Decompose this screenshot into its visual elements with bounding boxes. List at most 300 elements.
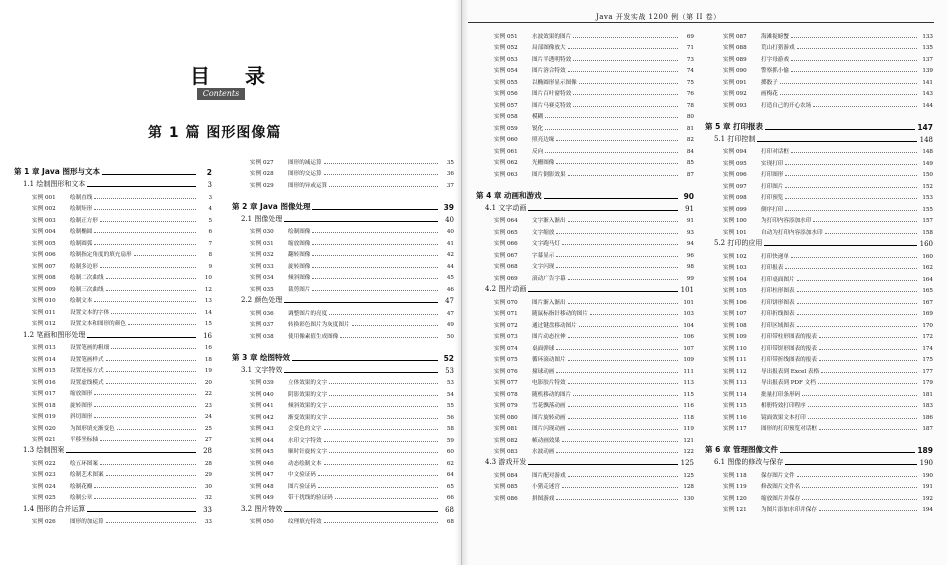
toc-entry-title: 桌面弹球	[532, 345, 555, 352]
leader-dots	[329, 395, 438, 396]
toc-item[interactable]	[705, 306, 933, 318]
toc-item[interactable]	[476, 270, 694, 282]
page-number: 49	[446, 322, 454, 329]
leader-dots	[106, 522, 196, 523]
leader-dots	[797, 48, 917, 49]
leader-dots	[562, 487, 678, 488]
toc-item[interactable]	[705, 467, 933, 479]
toc-item[interactable]	[476, 329, 694, 341]
page-number: 84	[686, 148, 694, 155]
toc-item[interactable]	[476, 224, 694, 236]
toc-chapter[interactable]	[705, 440, 933, 455]
toc-item[interactable]	[14, 420, 212, 432]
leader-dots	[791, 257, 917, 258]
toc-entry-title: 图片验证码	[288, 483, 316, 490]
toc-section[interactable]	[232, 212, 454, 224]
toc-item[interactable]	[476, 97, 694, 109]
leader-dots	[106, 360, 196, 361]
right-page	[462, 0, 947, 565]
page-number: 167	[922, 299, 933, 306]
toc-item[interactable]	[476, 74, 694, 86]
page-number: 5	[208, 217, 212, 224]
toc-entry-title: 字幕显示	[532, 252, 555, 259]
toc-entry-title: 打造自己的开心农场	[761, 102, 812, 109]
toc-entry-title: 图形的减运算	[288, 159, 322, 166]
page-number: 91	[686, 218, 694, 225]
page-number: 101	[683, 299, 694, 306]
example-number: 实例 076	[494, 368, 518, 375]
toc-item[interactable]	[476, 386, 694, 398]
toc-section[interactable]	[14, 177, 212, 189]
page-number: 85	[686, 160, 694, 166]
page-number: 101	[680, 286, 694, 295]
toc-item[interactable]	[476, 109, 694, 121]
leader-dots	[335, 498, 438, 499]
toc-item[interactable]	[476, 40, 694, 52]
leader-dots	[562, 244, 678, 245]
toc-chapter[interactable]	[705, 117, 933, 132]
toc-item[interactable]	[232, 386, 454, 398]
toc-item[interactable]	[232, 247, 454, 259]
toc-item[interactable]	[476, 120, 694, 132]
toc-column-left-2	[232, 154, 454, 525]
toc-item[interactable]	[476, 86, 694, 98]
leader-dots	[785, 164, 917, 165]
example-number: 实例 077	[494, 380, 518, 387]
example-number: 实例 002	[32, 206, 56, 213]
leader-dots	[808, 418, 917, 419]
toc-item[interactable]	[14, 409, 212, 421]
leader-dots	[556, 233, 678, 234]
toc-section[interactable]	[14, 501, 212, 513]
leader-dots	[329, 383, 438, 384]
page-number: 170	[922, 322, 933, 329]
toc-entry-title: 锐化	[532, 125, 544, 132]
toc-item[interactable]	[232, 270, 454, 282]
toc-item[interactable]	[14, 467, 212, 479]
gutter-shadow	[455, 0, 469, 565]
example-number: 实例 084	[494, 472, 518, 479]
page-number: 37	[446, 182, 454, 189]
leader-dots	[573, 60, 678, 61]
toc-item[interactable]	[232, 305, 454, 317]
leader-dots	[797, 303, 917, 304]
toc-item[interactable]	[705, 190, 933, 202]
toc-entry-title: 打印带折线图表的报表	[761, 357, 817, 364]
toc-item[interactable]	[705, 352, 933, 364]
toc-item[interactable]	[14, 514, 212, 526]
toc-entry-title: 打印柱形图表	[761, 288, 795, 295]
example-number: 实例 118	[723, 472, 747, 479]
toc-item[interactable]	[14, 189, 212, 201]
toc-item[interactable]	[476, 259, 694, 271]
toc-item[interactable]	[705, 490, 933, 502]
leader-dots	[791, 37, 917, 38]
toc-item[interactable]	[14, 386, 212, 398]
toc-item[interactable]	[705, 144, 933, 156]
toc-column-right-1	[476, 28, 694, 502]
page-number: 16	[204, 345, 212, 352]
example-number: 实例 052	[494, 45, 518, 51]
example-number: 实例 059	[494, 125, 518, 132]
toc-entry-title: 旋转图形	[70, 402, 93, 409]
toc-item[interactable]	[14, 374, 212, 386]
toc-item[interactable]	[14, 432, 212, 444]
toc-entry-title: 6.1 图像的修改与保存	[714, 458, 784, 467]
leader-dots	[579, 83, 678, 84]
toc-item[interactable]	[232, 235, 454, 247]
leader-dots	[556, 372, 678, 373]
toc-item[interactable]	[705, 375, 933, 387]
toc-item[interactable]	[705, 178, 933, 190]
page-number: 194	[922, 507, 933, 514]
leader-dots	[312, 267, 438, 268]
toc-item[interactable]	[476, 432, 694, 444]
leader-dots	[111, 313, 196, 314]
example-number: 实例 099	[723, 206, 747, 213]
page-number: 128	[683, 484, 694, 491]
example-number: 实例 041	[250, 403, 274, 410]
leader-dots	[528, 291, 678, 292]
leader-dots	[94, 417, 196, 418]
toc-section[interactable]	[476, 201, 694, 213]
toc-item[interactable]	[476, 132, 694, 144]
leader-dots	[128, 324, 196, 325]
toc-item[interactable]	[476, 236, 694, 248]
toc-item[interactable]	[476, 28, 694, 40]
toc-item[interactable]	[14, 258, 212, 270]
leader-dots	[568, 383, 678, 384]
toc-item[interactable]	[705, 502, 933, 514]
page-number: 137	[922, 56, 933, 63]
toc-item[interactable]	[476, 352, 694, 364]
toc-entry-title: 缩放图像	[288, 240, 311, 247]
page-number: 116	[683, 403, 694, 410]
toc-item[interactable]	[14, 304, 212, 316]
toc-column-right-2	[705, 28, 933, 513]
leader-dots	[545, 117, 678, 118]
leader-dots	[568, 429, 678, 430]
toc-entry-title: 打印快递单	[761, 253, 789, 260]
toc-item[interactable]	[705, 167, 933, 179]
toc-chapter[interactable]	[232, 348, 454, 363]
toc-item[interactable]	[14, 224, 212, 236]
leader-dots	[324, 163, 438, 164]
toc-item[interactable]	[476, 306, 694, 318]
toc-entry-title: 图片旋转动画	[532, 414, 566, 421]
leader-dots	[100, 267, 196, 268]
toc-item[interactable]	[232, 258, 454, 270]
toc-item[interactable]	[14, 281, 212, 293]
toc-entry-title: 雪花飘落动画	[532, 403, 566, 410]
toc-entry-title: 设置笔画样式	[70, 356, 104, 363]
toc-item[interactable]	[476, 143, 694, 155]
leader-dots	[94, 244, 196, 245]
page-number: 98	[686, 264, 694, 271]
toc-item[interactable]	[705, 340, 933, 352]
example-number: 实例 093	[723, 102, 747, 109]
toc-entry-title: 随鼠标指针移动的图片	[532, 311, 588, 318]
toc-item[interactable]	[232, 375, 454, 387]
page-number: 111	[683, 368, 694, 375]
toc-item[interactable]	[476, 51, 694, 63]
toc-item[interactable]	[476, 213, 694, 225]
leader-dots	[318, 475, 438, 476]
example-number: 实例 085	[494, 484, 518, 491]
toc-item[interactable]	[232, 514, 454, 526]
toc-item[interactable]	[705, 86, 933, 98]
toc-entry-title: 随机移动的图片	[532, 391, 572, 398]
page-number: 165	[922, 288, 933, 295]
toc-section[interactable]	[232, 363, 454, 375]
example-number: 实例 087	[723, 33, 747, 40]
leader-dots	[797, 280, 917, 281]
toc-item[interactable]	[14, 201, 212, 213]
toc-item[interactable]	[14, 455, 212, 467]
toc-item[interactable]	[14, 247, 212, 259]
toc-item[interactable]	[476, 294, 694, 306]
page-number: 33	[203, 505, 212, 514]
toc-entry-title: 水波效果的图片	[532, 33, 572, 40]
page-number: 27	[204, 437, 212, 444]
toc-chapter[interactable]	[476, 186, 694, 201]
leader-dots	[329, 406, 438, 407]
page-number: 189	[917, 446, 933, 456]
toc-gap	[476, 178, 694, 186]
leader-dots	[556, 349, 678, 350]
toc-item[interactable]	[232, 409, 454, 421]
toc-item[interactable]	[705, 398, 933, 410]
toc-item[interactable]	[232, 166, 454, 178]
leader-dots	[556, 256, 678, 257]
leader-dots	[545, 129, 678, 130]
example-number: 实例 032	[250, 252, 274, 259]
example-number: 实例 039	[250, 380, 274, 387]
toc-item[interactable]	[705, 363, 933, 375]
toc-entry-title: 1.1 绘制图形和文本	[23, 180, 86, 189]
toc-item[interactable]	[705, 97, 933, 109]
toc-entry-title: 转换彩色图片为灰度图片	[288, 322, 350, 329]
toc-entry-title: 绘制椭圆	[70, 229, 93, 236]
toc-entry-title: 会变色的文字	[288, 426, 322, 433]
toc-item[interactable]	[232, 467, 454, 479]
toc-entry-title: 翻转图像	[288, 252, 311, 259]
toc-item[interactable]	[705, 248, 933, 260]
toc-item[interactable]	[705, 224, 933, 236]
toc-entry-title: 绘制三次曲线	[70, 286, 104, 293]
page-number: 130	[683, 495, 694, 502]
toc-entry-title: 4.3 游戏开发	[485, 458, 527, 467]
toc-item[interactable]	[476, 63, 694, 75]
toc-item[interactable]	[14, 490, 212, 502]
leader-dots	[568, 360, 678, 361]
toc-item[interactable]	[476, 398, 694, 410]
toc-item[interactable]	[14, 363, 212, 375]
leader-dots	[100, 464, 196, 465]
toc-entry-title: 照亮边缘	[532, 137, 555, 143]
toc-gap	[232, 189, 454, 197]
toc-entry-title: 修改图片文件名	[761, 484, 801, 491]
toc-entry-title: 图片半透明特效	[532, 56, 572, 63]
toc-item[interactable]	[14, 340, 212, 352]
example-number: 实例 053	[494, 56, 518, 63]
toc-item[interactable]	[705, 329, 933, 341]
toc-item[interactable]	[232, 398, 454, 410]
toc-item[interactable]	[476, 479, 694, 491]
example-number: 实例 069	[494, 275, 518, 282]
leader-dots	[106, 383, 196, 384]
toc-item[interactable]	[476, 444, 694, 456]
example-number: 实例 057	[494, 102, 518, 109]
toc-entry-title: 为打印内容添加水印	[761, 218, 812, 225]
toc-entry-title: 实现打印	[761, 160, 784, 167]
toc-chapter[interactable]	[232, 197, 454, 212]
example-number: 实例 021	[32, 437, 56, 444]
toc-item[interactable]	[14, 397, 212, 409]
toc-item[interactable]	[705, 271, 933, 283]
example-number: 实例 115	[723, 403, 747, 410]
toc-item[interactable]	[476, 421, 694, 433]
toc-item[interactable]	[705, 51, 933, 63]
toc-item[interactable]	[476, 490, 694, 502]
toc-item[interactable]	[232, 444, 454, 456]
toc-entry-title: 海滩捉螃蟹	[761, 33, 789, 40]
toc-item[interactable]	[232, 455, 454, 467]
page-number: 47	[446, 310, 454, 317]
toc-section[interactable]	[476, 282, 694, 294]
toc-item[interactable]	[14, 478, 212, 490]
page-number: 36	[446, 171, 454, 177]
toc-item[interactable]	[232, 177, 454, 189]
page-number: 175	[922, 357, 933, 364]
example-number: 实例 074	[494, 345, 518, 352]
page-number: 121	[683, 437, 694, 444]
leader-dots	[292, 360, 438, 361]
toc-item[interactable]	[14, 235, 212, 247]
leader-dots	[556, 452, 678, 453]
running-head: Java 开发实战 1200 例（第 II 卷）	[596, 13, 721, 21]
toc-entry-title: 打印图片	[761, 183, 784, 190]
toc-item[interactable]	[476, 155, 694, 167]
toc-item[interactable]	[14, 270, 212, 282]
toc-item[interactable]	[232, 421, 454, 433]
page-number: 44	[446, 263, 454, 270]
leader-dots	[94, 198, 196, 199]
toc-item[interactable]	[476, 247, 694, 259]
leader-dots	[573, 94, 678, 95]
example-number: 实例 054	[494, 68, 518, 74]
toc-item[interactable]	[705, 260, 933, 272]
page-number: 50	[446, 333, 454, 340]
example-number: 实例 022	[32, 460, 56, 467]
toc-item[interactable]	[476, 375, 694, 387]
toc-item[interactable]	[705, 317, 933, 329]
toc-item[interactable]	[705, 479, 933, 491]
toc-entry-title: 4.1 文字动画	[485, 203, 527, 212]
toc-item[interactable]	[705, 28, 933, 40]
toc-section[interactable]	[232, 501, 454, 513]
toc-entry-title: 3.2 图片特效	[241, 504, 283, 513]
toc-item[interactable]	[476, 467, 694, 479]
toc-section[interactable]	[705, 236, 933, 248]
example-number: 实例 101	[723, 229, 747, 236]
page-number: 82	[686, 137, 694, 143]
toc-entry-title: 设置文本的字体	[70, 309, 110, 316]
toc-item[interactable]	[232, 317, 454, 329]
toc-item[interactable]	[476, 166, 694, 178]
toc-item[interactable]	[705, 155, 933, 167]
toc-item[interactable]	[705, 409, 933, 421]
leader-dots	[528, 464, 678, 465]
leader-dots	[545, 152, 678, 153]
toc-item[interactable]	[232, 478, 454, 490]
leader-dots	[791, 60, 917, 61]
example-number: 实例 051	[494, 33, 518, 40]
toc-section[interactable]	[705, 455, 933, 467]
toc-item[interactable]	[232, 224, 454, 236]
example-number: 实例 017	[32, 391, 56, 398]
toc-item[interactable]	[476, 409, 694, 421]
leader-dots	[106, 278, 196, 279]
toc-section[interactable]	[14, 327, 212, 339]
toc-item[interactable]	[705, 40, 933, 52]
example-number: 实例 016	[32, 379, 56, 386]
toc-item[interactable]	[232, 281, 454, 293]
toc-item[interactable]	[705, 421, 933, 433]
leader-dots	[568, 476, 678, 477]
leader-dots	[780, 452, 915, 453]
toc-item[interactable]	[14, 212, 212, 224]
leader-dots	[340, 337, 438, 338]
toc-item[interactable]	[232, 328, 454, 340]
toc-item[interactable]	[705, 201, 933, 213]
toc-section[interactable]	[14, 443, 212, 455]
page-number: 22	[204, 391, 212, 398]
toc-item[interactable]	[705, 63, 933, 75]
example-number: 实例 030	[250, 229, 274, 236]
toc-item[interactable]	[476, 340, 694, 352]
toc-item[interactable]	[705, 74, 933, 86]
toc-entry-title: 图片配对游戏	[532, 472, 566, 479]
leader-dots	[111, 348, 196, 349]
toc-section[interactable]	[232, 293, 454, 305]
toc-item[interactable]	[705, 283, 933, 295]
toc-item[interactable]	[232, 432, 454, 444]
toc-item[interactable]	[14, 316, 212, 328]
toc-section[interactable]	[705, 132, 933, 144]
toc-entry-title: 第 5 章 打印报表	[705, 121, 764, 131]
toc-item[interactable]	[476, 317, 694, 329]
leader-dots	[785, 210, 917, 211]
toc-item[interactable]	[705, 386, 933, 398]
toc-item[interactable]	[14, 351, 212, 363]
example-number: 实例 062	[494, 160, 518, 166]
toc-entry-title: 打印区域图表	[761, 322, 795, 329]
toc-item[interactable]	[705, 213, 933, 225]
toc-section[interactable]	[476, 455, 694, 467]
toc-item[interactable]	[476, 363, 694, 375]
toc-column-left-1	[14, 162, 212, 525]
toc-entry-title: 文字缩放	[532, 229, 555, 236]
example-number: 实例 006	[32, 252, 56, 259]
toc-item[interactable]	[705, 294, 933, 306]
toc-chapter[interactable]	[14, 162, 212, 177]
page-number: 55	[446, 403, 454, 410]
toc-item[interactable]	[232, 154, 454, 166]
example-number: 实例 081	[494, 426, 518, 433]
toc-item[interactable]	[232, 490, 454, 502]
toc-item[interactable]	[14, 293, 212, 305]
